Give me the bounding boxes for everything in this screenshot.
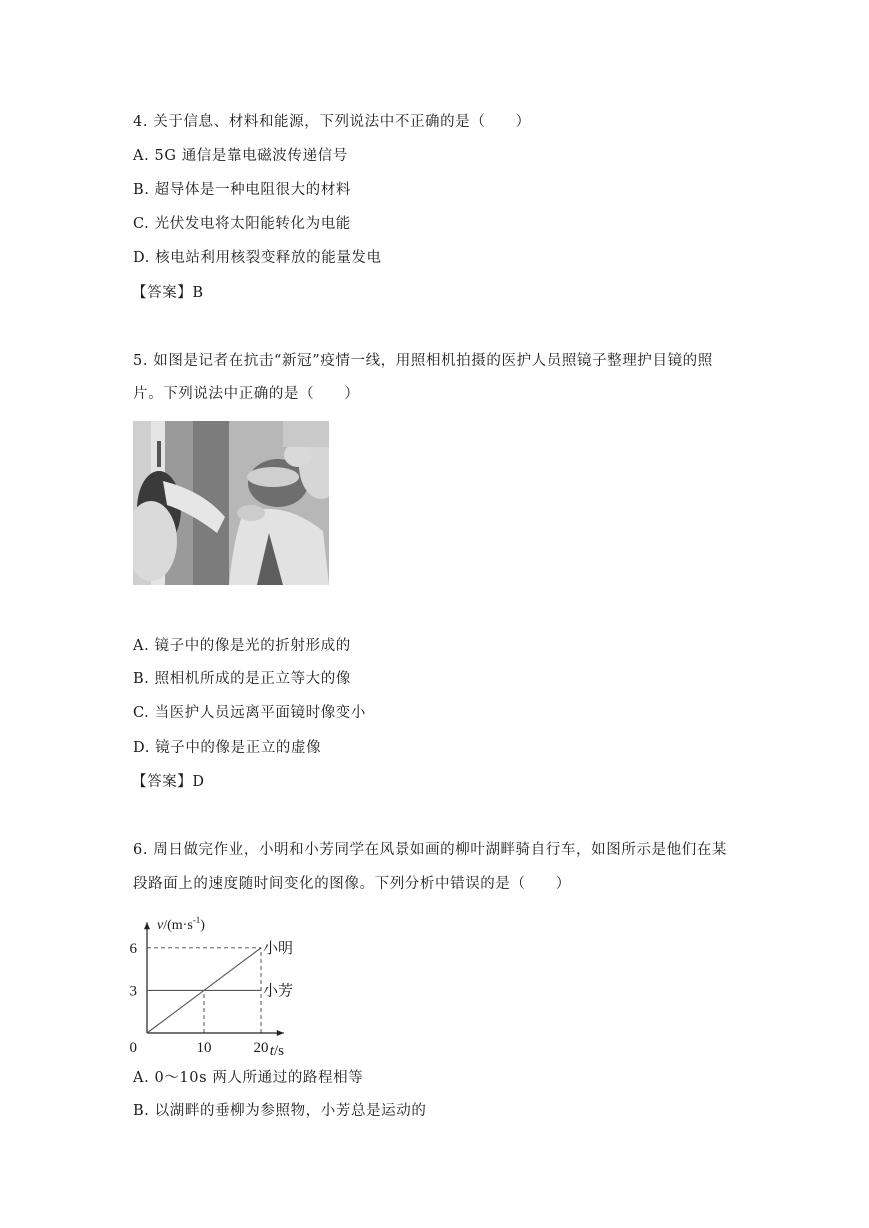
- chart-labels: [130, 915, 294, 1059]
- q5-option-d: D. 镜子中的像是正立的虚像: [133, 740, 322, 756]
- q5-stem-line1: 5. 如图是记者在抗击“新冠”疫情一线，用照相机拍摄的医护人员照镜子整理护目镜的照: [133, 353, 713, 369]
- medical-staff-photo: [133, 421, 329, 585]
- q4-stem: 4. 关于信息、材料和能源，下列说法中不正确的是（ ）: [133, 114, 531, 130]
- series-label-0: 小明: [263, 940, 294, 957]
- y-axis-label: $v/(m\cdot s^{-1})$: [157, 915, 205, 934]
- q5-stem-line2: 片。下列说法中正确的是（ ）: [133, 386, 360, 402]
- q5-option-b: B. 照相机所成的是正立等大的像: [133, 671, 351, 687]
- q6-option-a: A. 0～10s 两人所通过的路程相等: [133, 1070, 364, 1086]
- q4-option-b: B. 超导体是一种电阻很大的材料: [133, 182, 351, 198]
- q6-stem-line1: 6. 周日做完作业，小明和小芳同学在风景如画的柳叶湖畔骑自行车，如图所示是他们在某: [133, 842, 728, 858]
- q5-option-c: C. 当医护人员远离平面镜时像变小: [133, 705, 366, 721]
- q6-stem-line2: 段路面上的速度随时间变化的图像。下列分析中错误的是（ ）: [133, 876, 571, 892]
- x-axis-label: t/s: [269, 1043, 284, 1059]
- x-tick-label-0: 10: [196, 1040, 212, 1056]
- q5-option-a: A. 镜子中的像是光的折射形成的: [133, 638, 351, 654]
- y-tick-label-1: 6: [129, 940, 137, 957]
- q4-option-d: D. 核电站利用核裂变释放的能量发电: [133, 250, 382, 266]
- q4-option-c: C. 光伏发电将太阳能转化为电能: [133, 216, 351, 232]
- origin-label: 0: [129, 1040, 137, 1056]
- series-label-1: 小芳: [263, 983, 294, 1000]
- q4-option-a: A. 5G 通信是靠电磁波传递信号: [133, 148, 348, 164]
- x-axis-arrow: [277, 1030, 284, 1036]
- q6-option-b: B. 以湖畔的垂柳为参照物，小芳总是运动的: [133, 1103, 427, 1119]
- chart-series: [147, 948, 261, 1033]
- y-tick-label-0: 3: [129, 983, 137, 1000]
- q4-answer: 【答案】B: [132, 285, 204, 301]
- x-tick-label-1: 20: [253, 1040, 269, 1056]
- velocity-time-chart: [125, 900, 315, 1060]
- y-axis-arrow: [144, 922, 150, 929]
- q5-answer: 【答案】D: [132, 774, 205, 790]
